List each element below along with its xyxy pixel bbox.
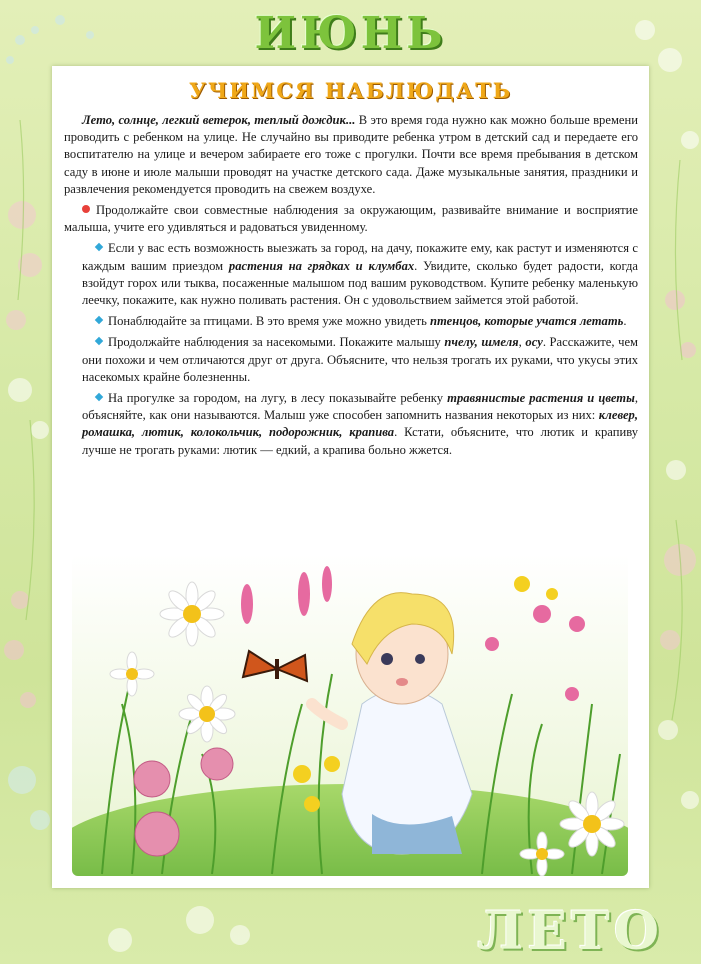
child-in-meadow-illustration bbox=[72, 554, 628, 876]
red-dot-icon bbox=[82, 205, 90, 213]
intro-lead: Лето, солнце, легкий ветерок, теплый дождик... bbox=[82, 113, 356, 127]
tip-emphasis: птенцов, которые учатся летать bbox=[429, 314, 624, 329]
tip-text: . Увидите, сколько будет радости, когда взойдут горох или тыква, посаженные малышом под вашим руководством. Купите ребенку маленькую леечку, покажите, как нужно поливать растения. Он с удовольствием займется этой работой. bbox=[82, 258, 638, 308]
season-title: ЛЕТО bbox=[477, 901, 663, 962]
tip-emphasis: растения на грядках и клумбах bbox=[228, 258, 415, 273]
intro-paragraph bbox=[64, 112, 638, 198]
tip-emphasis: пчелу, шмеля bbox=[444, 335, 519, 350]
tip-emphasis: клевер, ромашка, лютик, колокольчик, подорожник, крапива bbox=[82, 408, 638, 440]
tip-emphasis: травянистые растения и цветы bbox=[447, 391, 635, 406]
article-title: УЧИМСЯ НАБЛЮДАТЬ bbox=[188, 78, 513, 103]
tip-emphasis: осу bbox=[525, 335, 543, 350]
tip-text: . bbox=[623, 314, 627, 329]
tip-text: Если у вас есть возможность выезжать за город, на дачу, покажите ему, как растут и изменяются с каждым вашим приездом bbox=[82, 241, 638, 273]
tip-item bbox=[64, 334, 638, 386]
tip-text: . Расскажите, чем они похожи и чем отличаются друг от друга. Объясните, что нельзя трогать их руками, что укусы этих насекомых крайне болезненны. bbox=[82, 335, 639, 384]
month-title: ИЮНЬ bbox=[254, 8, 447, 59]
tip-text: , объясняйте, как они называются. Малыш уже способен запомнить названия некоторых из них: bbox=[82, 391, 638, 423]
tip-text: На прогулке за городом, на лугу, в лесу показывайте ребенку bbox=[108, 391, 448, 406]
tip-item bbox=[64, 390, 638, 459]
blue-diamond-icon bbox=[95, 393, 103, 401]
tip-item bbox=[64, 313, 638, 330]
tip-text: , bbox=[518, 335, 526, 350]
main-point-text: Продолжайте свои совместные наблюдения за окружающим, развивайте внимание и восприятие малыша, учите его удивляться и радоваться увиденному. bbox=[64, 203, 638, 235]
article-panel bbox=[52, 66, 649, 888]
intro-text: В это время года нужно как можно больше времени проводить с ребенком на улице. Не случайно вы приводите ребенка утром в детский сад и передаете его воспитателю на улице и вечером забираете его тоже с прогулки. Почти все время пребывания в детском саду в июне и июле малыши проводят на участке детского сада. Даже музыкальные занятия, праздники и развлечения рекомендуется проводить на свежем воздухе. bbox=[64, 113, 638, 196]
blue-diamond-icon bbox=[95, 316, 103, 324]
tip-text: Продолжайте наблюдения за насекомыми. Покажите малышу bbox=[108, 335, 445, 350]
tip-item bbox=[64, 240, 638, 309]
blue-diamond-icon bbox=[95, 337, 103, 345]
main-point bbox=[64, 202, 638, 236]
tip-text: . Кстати, объясните, что лютик и крапиву лучше не трогать руками: лютик — едкий, а крапива больно жжется. bbox=[82, 425, 639, 457]
tip-text: Понаблюдайте за птицами. В это время уже можно увидеть bbox=[108, 314, 430, 329]
article-body bbox=[64, 112, 638, 463]
blue-diamond-icon bbox=[95, 243, 103, 251]
